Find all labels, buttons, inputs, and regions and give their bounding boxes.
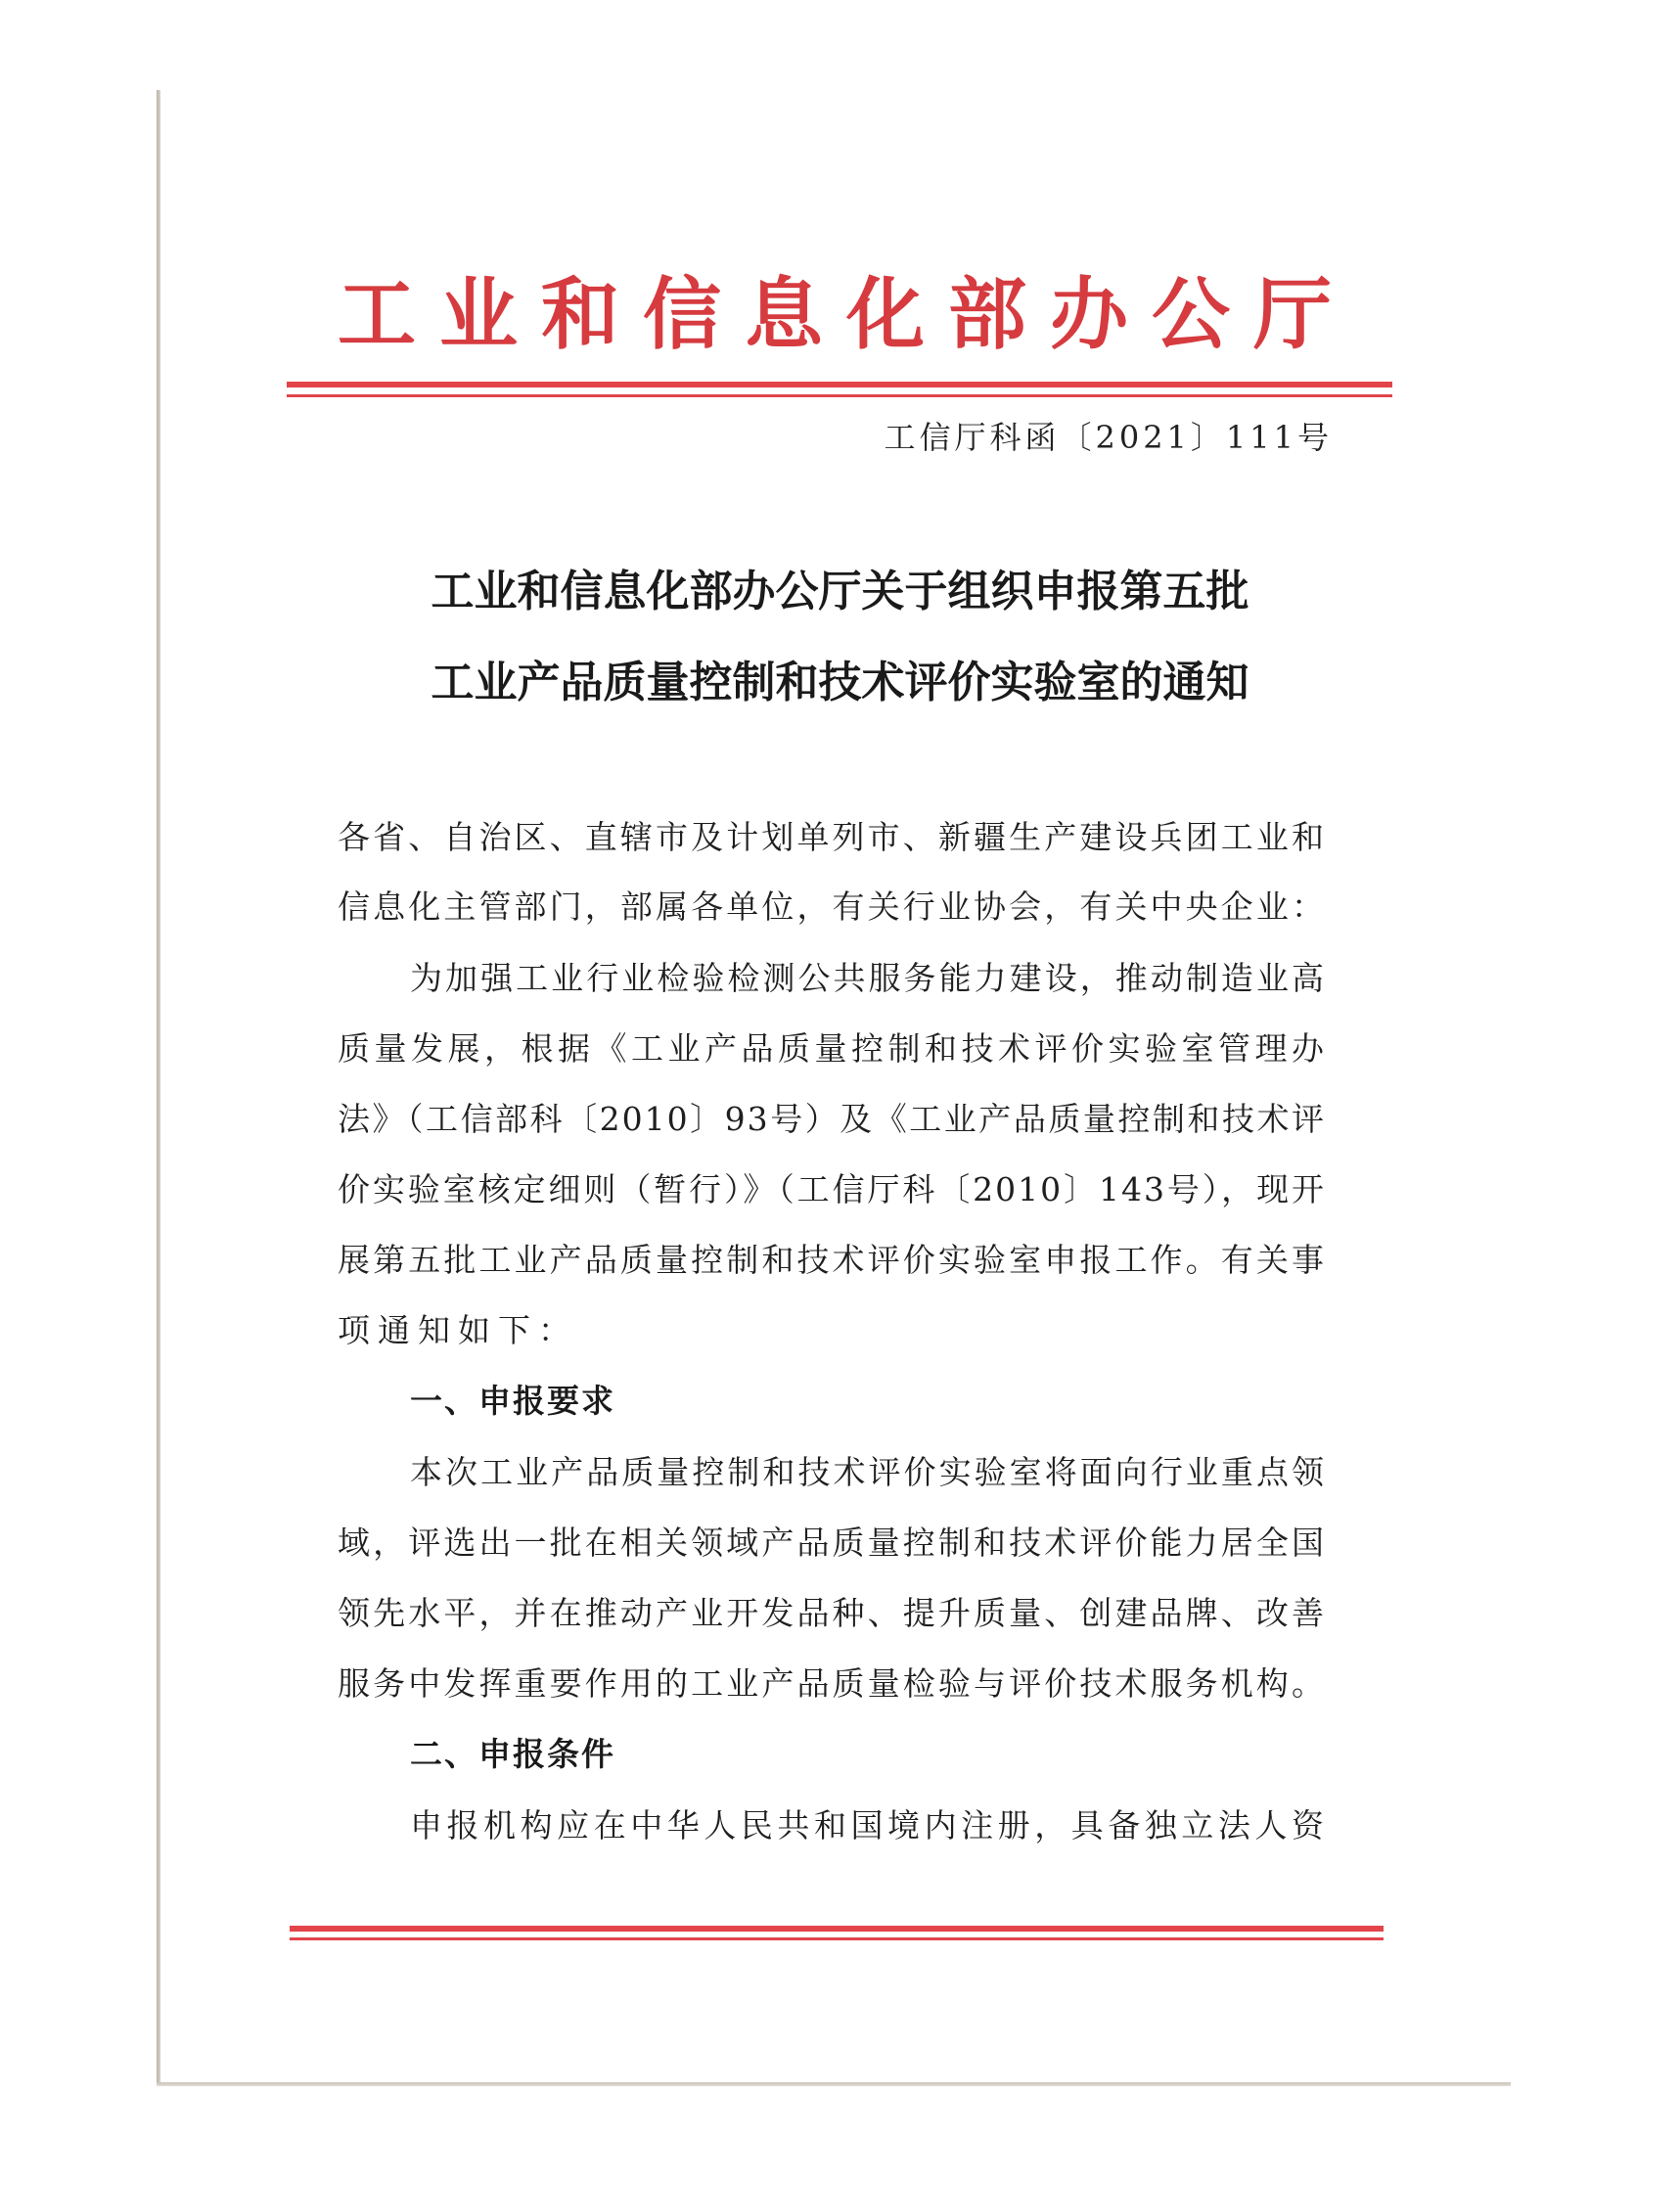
section-1-line-4: 服务中发挥重要作用的工业产品质量检验与评价技术服务机构。 — [338, 1664, 1326, 1703]
title-line-2: 工业产品质量控制和技术评价实验室的通知 — [431, 658, 1249, 707]
footer-rule-thin — [290, 1937, 1384, 1940]
title-line-1: 工业和信息化部办公厅关于组织申报第五批 — [431, 567, 1249, 616]
document-number: 工信厅科函〔2021〕111号 — [884, 419, 1333, 456]
intro-line-5: 展第五批工业产品质量控制和技术评价实验室申报工作。有关事 — [338, 1241, 1326, 1279]
addressee-line-1: 各省、自治区、直辖市及计划单列市、新疆生产建设兵团工业和 — [338, 818, 1326, 856]
footer-rule-thick — [290, 1926, 1384, 1932]
scan-edge-left — [157, 90, 160, 2086]
masthead-rule-thin — [287, 394, 1392, 397]
section-1-line-1: 本次工业产品质量控制和技术评价实验室将面向行业重点领 — [410, 1453, 1326, 1491]
intro-line-4: 价实验室核定细则（暂行）》（工信厅科〔2010〕143号），现开 — [338, 1170, 1326, 1208]
intro-line-2: 质量发展，根据《工业产品质量控制和技术评价实验室管理办 — [338, 1029, 1326, 1068]
scan-edge-bottom — [157, 2082, 1511, 2086]
masthead: 工业和信息化部办公厅 — [338, 269, 1355, 360]
addressee-line-2: 信息化主管部门，部属各单位，有关行业协会，有关中央企业： — [338, 888, 1326, 926]
intro-line-3: 法》（工信部科〔2010〕93号）及《工业产品质量控制和技术评 — [338, 1100, 1326, 1138]
section-2-heading: 二、申报条件 — [410, 1735, 615, 1773]
section-2-line-1: 申报机构应在中华人民共和国境内注册，具备独立法人资 — [410, 1806, 1326, 1844]
section-1-heading: 一、申报要求 — [410, 1382, 615, 1420]
section-1-line-3: 领先水平，并在推动产业开发品种、提升质量、创建品牌、改善 — [338, 1594, 1326, 1632]
intro-line-6: 项通知如下： — [338, 1311, 578, 1349]
section-1-line-2: 域，评选出一批在相关领域产品质量控制和技术评价能力居全国 — [338, 1524, 1326, 1562]
masthead-rule-thick — [287, 382, 1392, 387]
intro-line-1: 为加强工业行业检验检测公共服务能力建设，推动制造业高 — [410, 959, 1326, 997]
